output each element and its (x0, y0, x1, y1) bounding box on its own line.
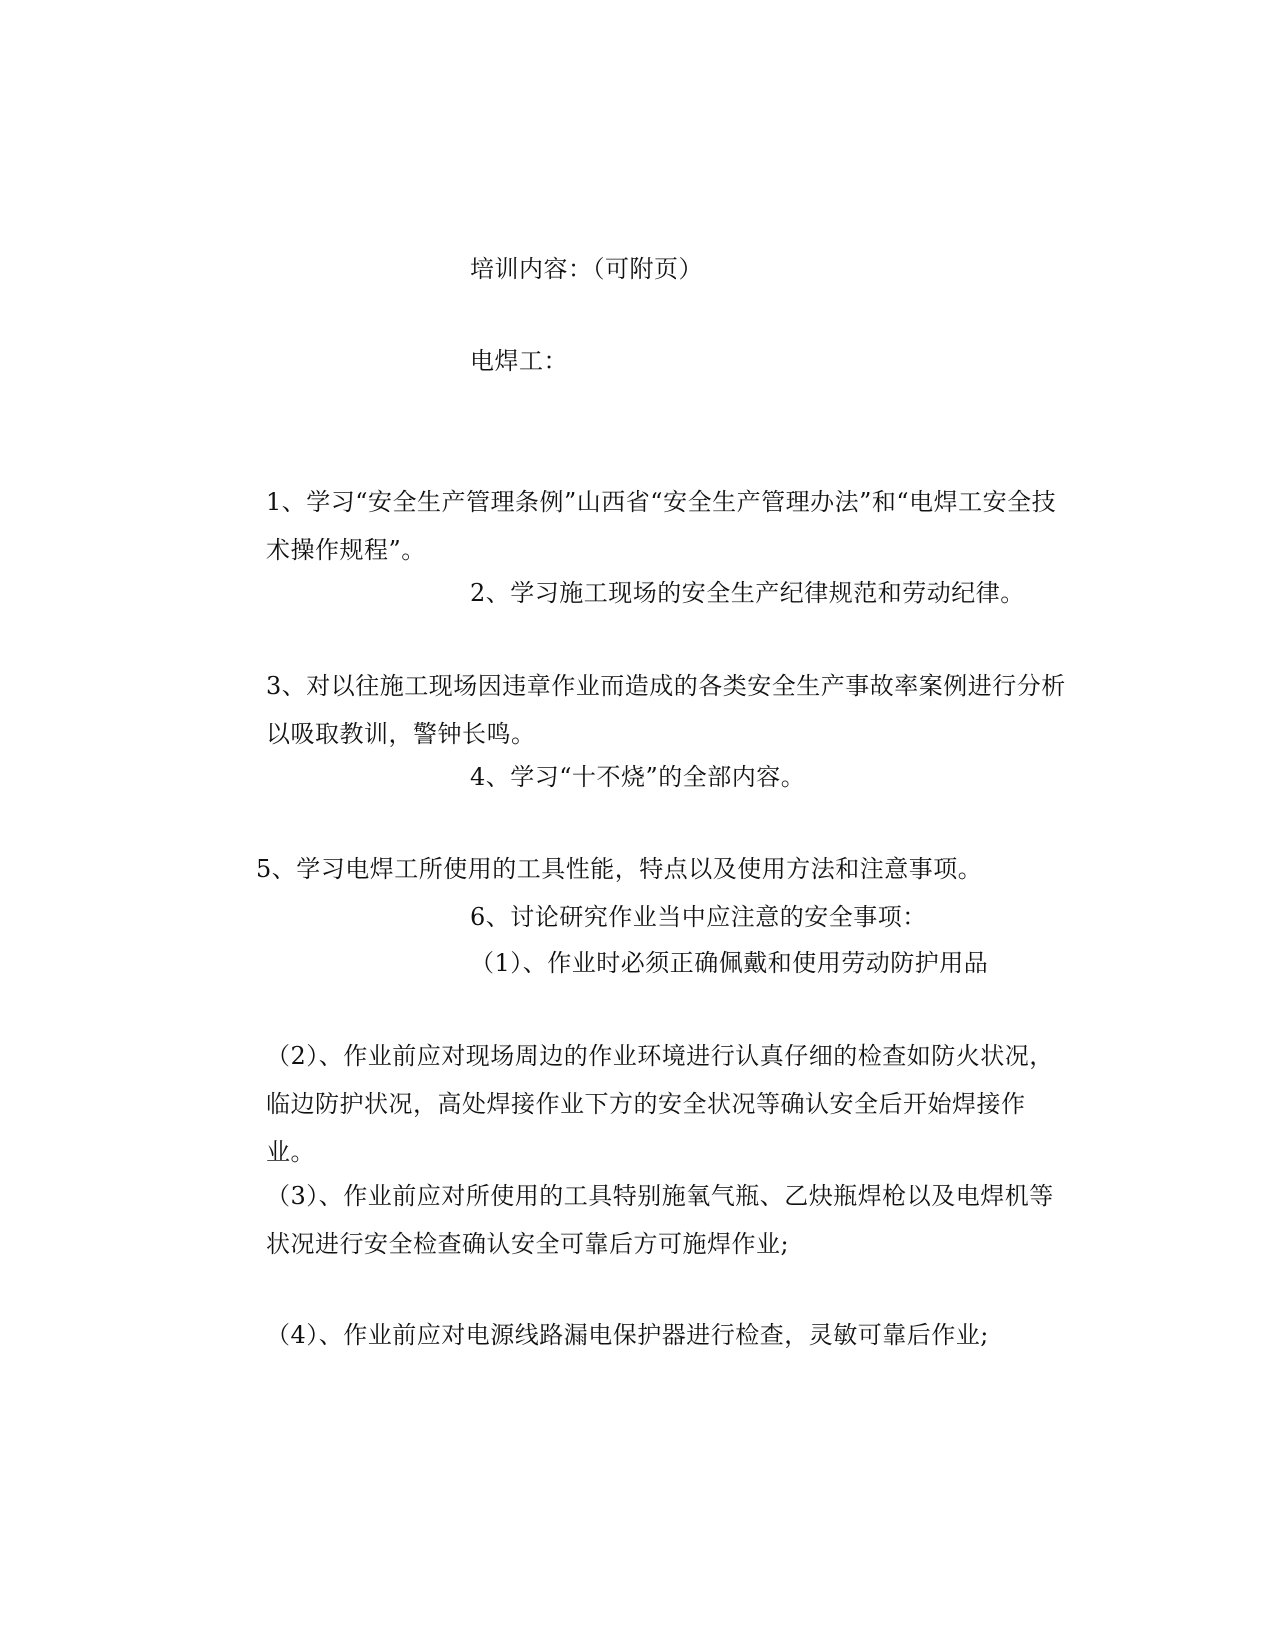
training-content-heading: 培训内容：（可附页） (470, 255, 703, 283)
sub-item-2-text: （2）、作业前应对现场周边的作业环境进行认真仔细的检查如防火状况，临边防护状况，高处焊接作业下方的安全状况等确认安全后开始焊接作业。 (266, 1042, 1054, 1166)
item-1-text: 1、学习“安全生产管理条例”山西省“安全生产管理办法”和“电焊工安全技术操作规程”。 (266, 488, 1057, 564)
sub-item-2-paragraph (190, 1032, 1070, 1176)
item-3-paragraph (190, 662, 1070, 758)
item-4-text: 4、学习“十不烧”的全部内容。 (470, 763, 806, 791)
item-2-text: 2、学习施工现场的安全生产纪律规范和劳动纪律。 (470, 579, 1025, 607)
item-3-text: 3、对以往施工现场因违章作业而造成的各类安全生产事故率案例进行分析以吸取教训，警钟长鸣。 (266, 672, 1066, 748)
sub-item-1-text: （1）、作业时必须正确佩戴和使用劳动防护用品 (470, 949, 989, 977)
item-6-text: 6、讨论研究作业当中应注意的安全事项： (470, 903, 927, 931)
item-1-paragraph (190, 478, 1070, 574)
sub-item-3-text: （3）、作业前应对所使用的工具特别施氧气瓶、乙炔瓶焊枪以及电焊机等状况进行安全检查确认安全可靠后方可施焊作业; (266, 1182, 1054, 1258)
sub-item-4-text: （4）、作业前应对电源线路漏电保护器进行检查，灵敏可靠后作业; (266, 1321, 989, 1349)
sub-item-3-paragraph (190, 1172, 1070, 1268)
welder-subheading: 电焊工： (470, 347, 568, 375)
item-5-text: 5、学习电焊工所使用的工具性能，特点以及使用方法和注意事项。 (256, 855, 983, 883)
